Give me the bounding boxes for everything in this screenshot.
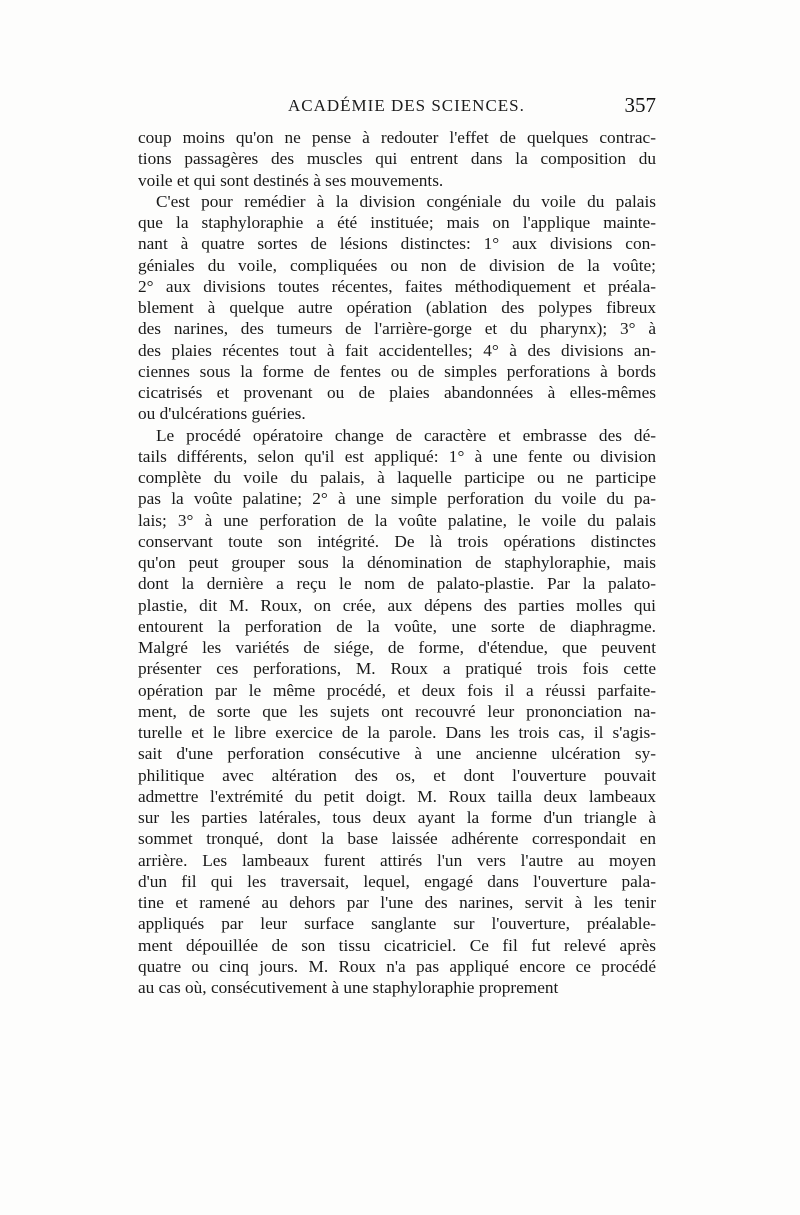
text-line: voile et qui sont destinés à ses mouvements.	[138, 170, 444, 190]
text-line: lais; 3° à une perforation de la voûte palatine, le voile du palais	[138, 510, 656, 530]
text-line: ciennes sous la forme de fentes ou de simples perforations à bords	[138, 361, 656, 381]
text-line: ou d'ulcérations guéries.	[138, 404, 306, 424]
text-line: blement à quelque autre opération (ablation des polypes fibreux	[138, 298, 656, 317]
paragraph	[138, 127, 656, 191]
text-line: ment, de sorte que les sujets ont recouvré leur prononciation na-	[138, 701, 656, 721]
text-line: sommet tronqué, dont la base laissée adhérente correspondait en	[138, 829, 656, 849]
text-line: pas la voûte palatine; 2° à une simple perforation du voile du pa-	[138, 489, 656, 509]
text-line: cicatrisés et provenant ou de plaies abandonnées à elles-mêmes	[138, 383, 656, 402]
text-line: que la staphyloraphie a été instituée; mais on l'applique mainte-	[138, 213, 656, 232]
text-line: tails différents, selon qu'il est appliqué: 1° à une fente ou division	[138, 446, 656, 466]
text-line: au cas où, consécutivement à une staphyloraphie proprement	[138, 978, 559, 997]
text-line: 2° aux divisions toutes récentes, faites méthodiquement et préala-	[138, 276, 656, 296]
text-line: arrière. Les lambeaux furent attirés l'un vers l'autre au moyen	[138, 850, 656, 870]
text-line: C'est pour remédier à la division congéniale du voile du palais	[156, 191, 656, 211]
text-line: sait d'une perforation consécutive à une ancienne ulcération sy-	[138, 744, 656, 764]
text-line: tine et ramené au dehors par l'une des narines, servit à les tenir	[138, 893, 656, 912]
text-line: entourent la perforation de la voûte, une sorte de diaphragme.	[138, 616, 656, 636]
text-line: philitique avec altération des os, et dont l'ouverture pouvait	[138, 765, 656, 785]
text-line: qu'on peut grouper sous la dénomination de staphyloraphie, mais	[138, 553, 656, 572]
body-text	[138, 127, 656, 998]
text-line: des narines, des tumeurs de l'arrière-gorge et du pharynx); 3° à	[138, 319, 656, 339]
paragraph	[138, 425, 656, 999]
text-line: tions passagères des muscles qui entrent dans la composition du	[138, 149, 656, 169]
text-line: coup moins qu'on ne pense à redouter l'effet de quelques contrac-	[138, 128, 656, 147]
text-line: Malgré les variétés de siége, de forme, d'étendue, que peuvent	[138, 638, 656, 657]
text-line: dont la dernière a reçu le nom de palato-plastie. Par la palato-	[138, 574, 656, 594]
text-line: géniales du voile, compliquées ou non de division de la voûte;	[138, 255, 656, 275]
text-line: appliqués par leur surface sanglante sur l'ouverture, préalable-	[138, 914, 656, 934]
text-line: Le procédé opératoire change de caractère et embrasse des dé-	[156, 425, 656, 445]
text-line: ment dépouillée de son tissu cicatriciel. Ce fil fut relevé après	[138, 935, 656, 955]
text-line: d'un fil qui les traversait, lequel, engagé dans l'ouverture pala-	[138, 871, 656, 891]
running-title: ACADÉMIE DES SCIENCES.	[288, 96, 525, 115]
text-line: conservant toute son intégrité. De là trois opérations distinctes	[138, 531, 656, 551]
paragraph	[138, 191, 656, 425]
page-number: 357	[624, 93, 656, 117]
text-line: opération par le même procédé, et deux fois il a réussi parfaite-	[138, 680, 656, 700]
text-line: admettre l'extrémité du petit doigt. M. Roux tailla deux lambeaux	[138, 786, 656, 806]
text-line: turelle et le libre exercice de la parole. Dans les trois cas, il s'agis-	[138, 723, 656, 742]
text-line: nant à quatre sortes de lésions distinctes: 1° aux divisions con-	[138, 234, 656, 254]
text-line: présenter ces perforations, M. Roux a pratiqué trois fois cette	[138, 659, 656, 679]
text-line: sur les parties latérales, tous deux ayant la forme d'un triangle à	[138, 808, 656, 827]
text-line: plastie, dit M. Roux, on crée, aux dépens des parties molles qui	[138, 595, 656, 615]
text-line: complète du voile du palais, à laquelle participe ou ne participe	[138, 468, 656, 487]
text-line: quatre ou cinq jours. M. Roux n'a pas appliqué encore ce procédé	[138, 956, 656, 976]
text-line: des plaies récentes tout à fait accidentelles; 4° à des divisions an-	[138, 340, 656, 360]
running-header	[138, 93, 656, 124]
